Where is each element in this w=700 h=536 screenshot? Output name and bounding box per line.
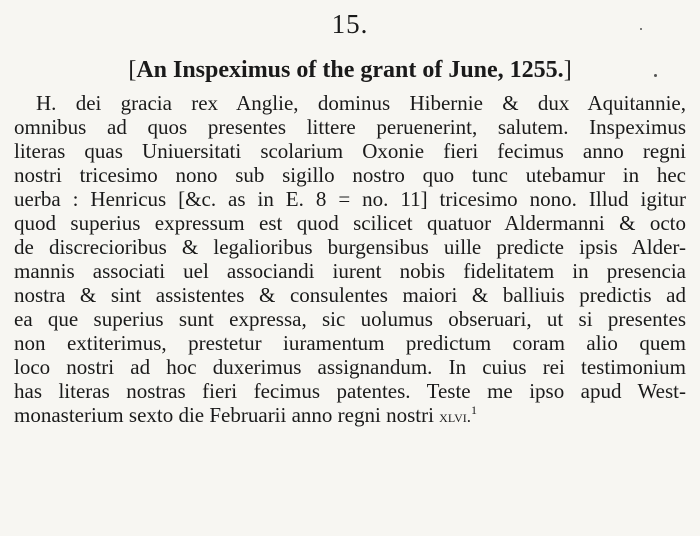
text-line: has literas nostras fieri fecimus patentes. Teste me ipso apud West- (14, 379, 686, 403)
paper-speck (654, 74, 657, 77)
paper-speck (640, 28, 642, 30)
text-line-final (14, 403, 686, 427)
text-line: literas quas Uniuersitati scolarium Oxonie fieri fecimus anno regni (14, 139, 686, 163)
final-line-text: monasterium sexto die Februarii anno regni nostri (14, 403, 434, 427)
text-line: omnibus ad quos presentes littere peruenerint, salutem. Inspeximus (14, 115, 686, 139)
heading-open-bracket: [ (128, 57, 137, 83)
text-line: non extiterimus, prestetur iuramentum predictum coram alio quem (14, 331, 686, 355)
text-line: de discrecioribus & legalioribus burgensibus uille predicte ipsis Alder- (14, 235, 686, 259)
charter-text (14, 91, 686, 427)
text-line: nostra & sint assistentes & consulentes maiori & balliuis predictis ad (14, 283, 686, 307)
page-number: 15. (331, 9, 369, 39)
footnote-marker: 1 (470, 403, 477, 417)
text-line: mannis associati uel associandi iurent nobis fidelitatem in presencia (14, 259, 686, 283)
text-line: ea que superius sunt expressa, sic uolumus obseruari, ut si presentes (14, 307, 686, 331)
text-line: nostri tricesimo nono sub sigillo nostro quo tunc utebamur in hec (14, 163, 686, 187)
text-line: H. dei gracia rex Anglie, dominus Hibernie & dux Aquitannie, (36, 91, 686, 115)
heading-text: An Inspeximus of the grant of June, 1255. (136, 57, 564, 83)
regnal-year: xlvi. (439, 407, 471, 426)
text-line: uerba : Henricus [&c. as in E. 8 = no. 11] tricesimo nono. Illud igitur (14, 187, 686, 211)
text-line: quod superius expressum est quod scilicet quatuor Aldermanni & octo (14, 211, 686, 235)
text-line: loco nostri ad hoc duxerimus assignandum. In cuius rei testimonium (14, 355, 686, 379)
document-heading (0, 55, 700, 85)
heading-close-bracket: ] (563, 57, 572, 83)
